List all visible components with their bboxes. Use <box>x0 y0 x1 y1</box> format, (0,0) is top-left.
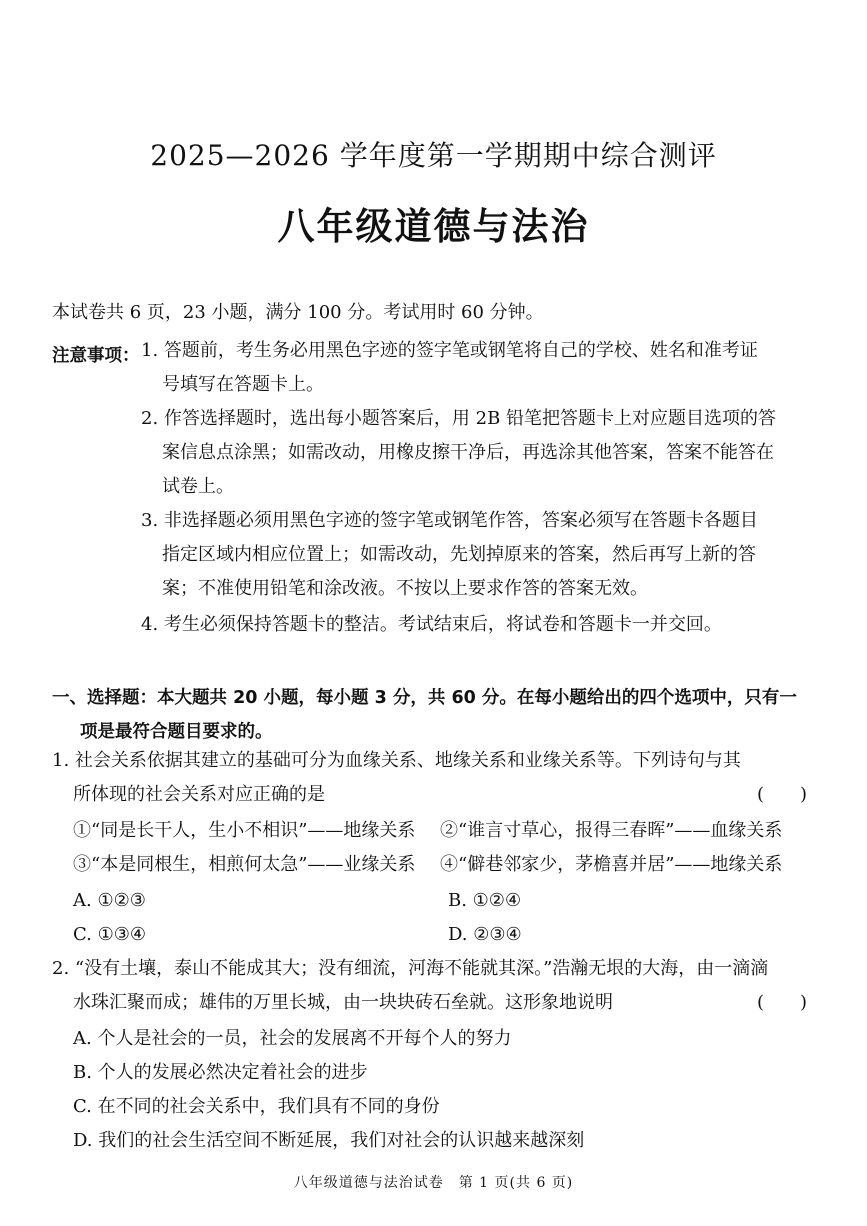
note-3-line-1: 3. 非选择题必须用黑色字迹的签字笔或钢笔作答，答案必须写在答题卡各题目 <box>141 510 758 531</box>
section-1-heading: 一、选择题：本大题共 20 小题，每小题 3 分，共 60 分。在每小题给出的四个选项中，只有一 <box>52 688 797 708</box>
option-a[interactable]: A. 个人是社会的一员，社会的发展离不开每个人的努力 <box>73 1028 512 1049</box>
option-b[interactable]: B. ①②④ <box>448 890 522 911</box>
note-3-line-3: 案；不准使用铅笔和涂改液。不按以上要求作答的答案无效。 <box>162 578 648 599</box>
answer-bracket: ( ) <box>757 992 808 1013</box>
question-1-item-2: ②“谁言寸草心，报得三春晖”——血缘关系 <box>440 820 783 841</box>
page-footer: 八年级道德与法治试卷 第 1 页(共 6 页) <box>293 1175 574 1191</box>
question-2-stem: 2. “没有土壤，泰山不能成其大；没有细流，河海不能就其深。”浩瀚无垠的大海，由一滴滴 <box>52 958 769 979</box>
note-4-line-1: 4. 考生必须保持答题卡的整洁。考试结束后，将试卷和答题卡一并交回。 <box>141 614 722 635</box>
question-1-stem: 1. 社会关系依据其建立的基础可分为血缘关系、地缘关系和业缘关系等。下列诗句与其 <box>52 750 741 771</box>
option-c[interactable]: C. ①③④ <box>73 924 146 945</box>
option-d[interactable]: D. ②③④ <box>448 924 522 945</box>
option-c[interactable]: C. 在不同的社会关系中，我们具有不同的身份 <box>73 1096 440 1117</box>
option-b[interactable]: B. 个人的发展必然决定着社会的进步 <box>73 1062 368 1083</box>
question-1-item-3: ③“本是同根生，相煎何太急”——业缘关系 <box>73 854 416 875</box>
question-1-item-1: ①“同是长干人，生小不相识”——地缘关系 <box>73 820 416 841</box>
note-1-line-1: 1. 答题前，考生务必用黑色字迹的签字笔或钢笔将自己的学校、姓名和准考证 <box>141 340 758 361</box>
notes-label: 注意事项： <box>52 346 140 366</box>
question-2-stem-cont: 水珠汇聚而成；雄伟的万里长城，由一块块砖石垒就。这形象地说明 <box>73 992 613 1013</box>
note-1-line-2: 号填写在答题卡上。 <box>162 374 324 395</box>
note-3-line-2: 指定区域内相应位置上；如需改动，先划掉原来的答案，然后再写上新的答 <box>162 544 756 565</box>
note-2-line-2: 案信息点涂黑；如需改动，用橡皮擦干净后，再选涂其他答案，答案不能答在 <box>162 442 774 463</box>
exam-title: 2025—2026 学年度第一学期期中综合测评 <box>150 139 717 172</box>
answer-bracket: ( ) <box>757 784 808 805</box>
exam-intro: 本试卷共 6 页，23 小题，满分 100 分。考试用时 60 分钟。 <box>52 302 544 323</box>
exam-subject: 八年级道德与法治 <box>277 205 590 248</box>
option-d[interactable]: D. 我们的社会生活空间不断延展，我们对社会的认识越来越深刻 <box>73 1130 585 1151</box>
note-2-line-1: 2. 作答选择题时，选出每小题答案后，用 2B 铅笔把答题卡上对应题目选项的答 <box>141 408 777 429</box>
note-2-line-3: 试卷上。 <box>162 476 234 497</box>
option-a[interactable]: A. ①②③ <box>73 890 146 911</box>
section-1-heading-cont: 项是最符合题目要求的。 <box>80 722 273 742</box>
question-1-stem-cont: 所体现的社会关系对应正确的是 <box>73 784 325 805</box>
question-1-item-4: ④“僻巷邻家少，茅檐喜并居”——地缘关系 <box>440 854 783 875</box>
